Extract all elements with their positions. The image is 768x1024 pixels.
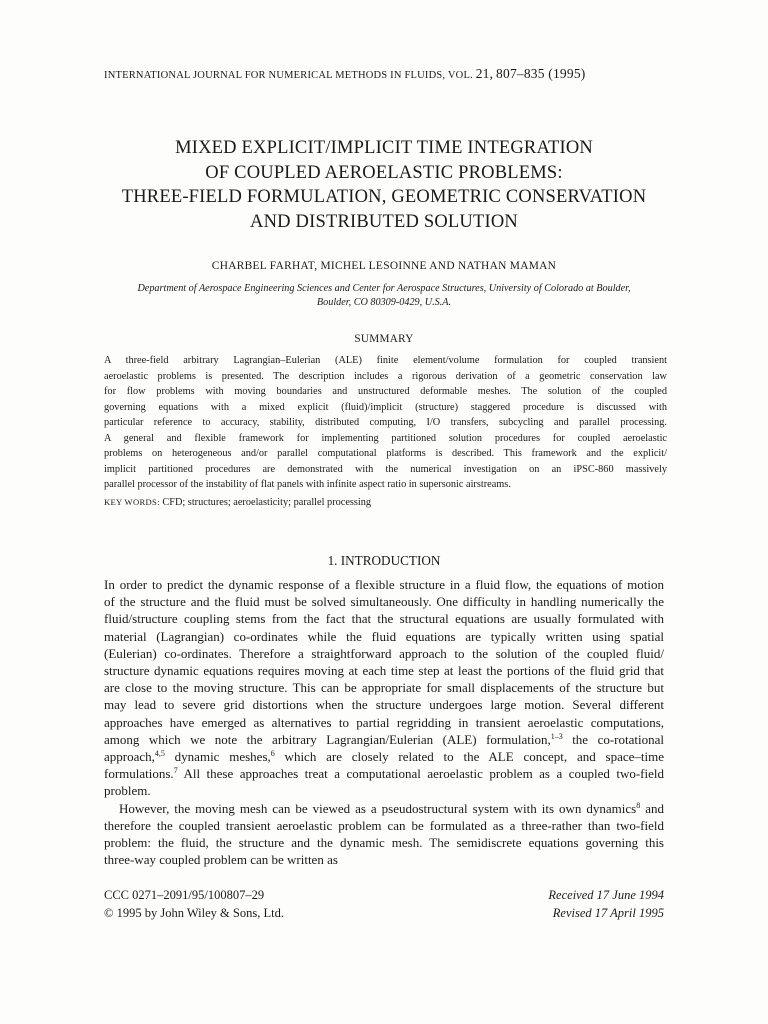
body-text-run: are close to the moving structure. This can be appropriate for small displacements of the structure but [104,680,664,696]
body-text-run: and [640,800,664,816]
body-line [104,731,664,748]
summary-line: A general and flexible framework for implementing partitioned solution procedures for coupled aeroelastic [104,432,667,444]
paper-title [80,136,688,234]
body-text-run: which are closely related to the ALE concept, and space–time [274,749,664,765]
body-text-run: structure dynamic equations requires moving at each time step at least the portions of the fluid grid that [104,663,664,679]
summary-abstract [104,353,667,493]
body-line [104,662,664,679]
body-text-run: formulations. [104,766,174,782]
page-range: 807–835 (1995) [496,66,586,81]
title-line: OF COUPLED AEROELASTIC PROBLEMS: [205,162,563,183]
summary-line: aeroelastic problems is presented. The description includes a rigorous derivation of a geometric conservation law [104,370,667,382]
title-line: MIXED EXPLICIT/IMPLICIT TIME INTEGRATION [175,138,593,158]
body-text-run: therefore the coupled transient aeroelastic problem can be formulated as a three-rather than two-field [104,817,664,833]
summary-line: problems on heterogeneous and/or parallel computational platforms is described. This framework and the explicit/ [104,448,667,459]
summary-heading: SUMMARY [354,333,414,345]
keywords-text: CFD; structures; aeroelasticity; parallel processing [162,497,372,508]
body-text-run: In order to predict the dynamic response of a flexible structure in a fluid flow, the equations of motion [104,577,664,592]
received-date: Received 17 June 1994 [548,888,664,902]
affiliation-line: Boulder, CO 80309-0429, U.S.A. [316,297,452,308]
body-text-run: approach, [104,749,155,765]
revised-date: Revised 17 April 1995 [552,906,664,920]
summary-line: A three-field arbitrary Lagrangian–Eulerian (ALE) finite element/volume formulation for coupled transient [104,355,667,366]
body-line [104,576,664,593]
ccc-code: CCC 0271–2091/95/100807–29 [104,888,265,902]
journal-name: INTERNATIONAL JOURNAL FOR NUMERICAL METHODS IN FLUIDS, VOL. [104,70,473,81]
publication-info [104,886,284,922]
author-list: CHARBEL FARHAT, MICHEL LESOINNE AND NATHAN MAMAN [211,260,557,272]
body-text-run: problem. [104,783,151,799]
body-line [104,679,664,696]
body-text-run: of the structure and the fluid must be solved simultaneously. One difficulty in handling numerically the [104,594,664,610]
body-text-run: the co-rotational [562,731,664,747]
body-line [104,714,664,731]
submission-dates [548,886,664,922]
summary-line: parallel processor of the instability of flat panels with infinite aspect ratio in supersonic airstreams. [104,479,511,490]
body-line [104,817,664,834]
body-line [104,748,664,765]
body-text-run: dynamic meshes, [164,749,271,765]
body-text-run: three-way coupled problem can be written as [104,852,338,868]
citation-superscript: 7 [173,766,178,776]
body-text-run: among which we note the arbitrary Lagrangian/Eulerian (ALE) formulation, [104,731,551,747]
body-line [104,593,664,610]
summary-line: for flow problems with moving boundaries and unstructured deformable meshes. The solution of the coupled [104,386,667,397]
copyright-notice: © 1995 by John Wiley & Sons, Ltd. [104,906,284,920]
running-header [104,66,585,82]
body-line [104,834,664,851]
volume-number: 21, [475,66,494,81]
citation-superscript: 8 [636,800,641,810]
body-text-run: (Eulerian) co-ordinates. Therefore a straightforward approach to the solution of the coupled fluid/ [104,645,664,661]
body-line [104,610,664,627]
body-text-run: approaches have emerged as alternatives to partial regridding in transient aeroelastic computations, [104,714,664,730]
keywords [104,497,371,508]
citation-superscript: 4,5 [154,749,165,759]
body-text-run: material (Lagrangian) co-ordinates while the fluid equations are typically written using spatial [104,628,664,644]
title-line: AND DISTRIBUTED SOLUTION [250,211,518,232]
summary-line: governing equations with a mixed explicit (fluid)/implicit (structure) staggered procedure is discussed with [104,401,667,413]
affiliation-line: Department of Aerospace Engineering Sciences and Center for Aerospace Structures, University of Colorado at Boulder, [137,283,631,294]
body-line [104,628,664,645]
citation-superscript: 6 [270,749,275,759]
body-line [104,696,664,713]
body-text-run: However, the moving mesh can be viewed as a pseudostructural system with its own dynamics [104,800,637,816]
body-text-run: problem: the fluid, the structure and the dynamic mesh. The semidiscrete equations governing this [104,835,664,851]
body-line [104,851,664,868]
summary-line: particular reference to accuracy, stability, distributed computing, I/O transfers, subcycling and parallel processing. [104,417,667,428]
body-line [104,645,664,662]
body-line [104,782,664,799]
body-line [104,765,664,782]
body-text-run: may lead to severe grid distortions when the structure undergoes large motion. Several different [104,697,664,713]
keywords-label: KEY WORDS: [104,497,160,507]
citation-superscript: 1–3 [550,731,563,741]
body-line [104,800,664,817]
title-line: THREE-FIELD FORMULATION, GEOMETRIC CONSERVATION [121,187,647,207]
introduction-body [104,576,664,868]
author-affiliation [100,282,668,310]
body-text-run: All these approaches treat a computational aeroelastic problem as a coupled two-field [177,766,664,782]
summary-line: implicit partitioned procedures are demonstrated with the numerical investigation on an iPSC-860 massively [104,463,667,475]
section-heading-introduction: 1. INTRODUCTION [327,553,441,568]
body-text-run: fluid/structure coupling stems from the fact that the structural equations are usually formulated with [104,611,664,627]
